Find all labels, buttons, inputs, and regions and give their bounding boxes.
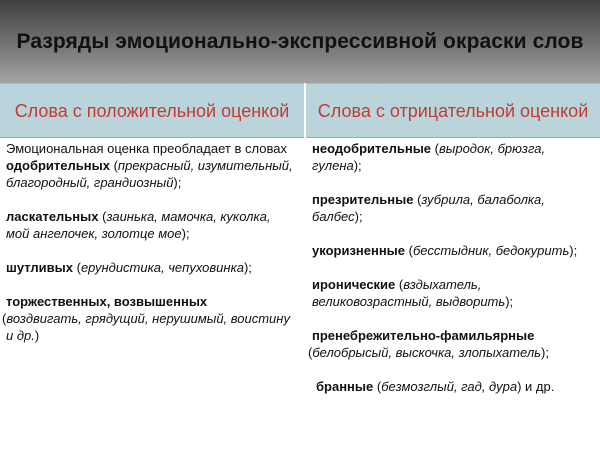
positive-examples: прекрасный, изумительный, благородный, грандиозный <box>6 158 293 190</box>
negative-group <box>308 327 596 361</box>
negative-term: неодобрительные <box>312 141 432 156</box>
negative-term: презрительные <box>312 192 414 207</box>
negative-term: укоризненные <box>312 243 406 258</box>
negative-group <box>312 191 596 225</box>
paren-open: ( <box>373 379 382 394</box>
header-positive: Слова с положительной оценкой <box>14 101 290 121</box>
negative-examples: белобрысый, выскочка, злопыхатель <box>312 345 542 360</box>
negative-term: иронические <box>312 277 396 292</box>
paren-close: ); <box>354 209 363 224</box>
paren-open: ( <box>98 209 107 224</box>
positive-cell <box>2 140 296 361</box>
paren-close: ); <box>505 294 514 309</box>
paren-open: ( <box>73 260 81 275</box>
paren-open: ( <box>413 192 422 207</box>
paren-open: ( <box>308 345 313 360</box>
paren-close: ) и др. <box>517 379 555 394</box>
paren-open: ( <box>405 243 413 258</box>
negative-term: пренебрежительно-фамильярные <box>312 328 535 343</box>
negative-examples: зубрила, балаболка, балбес <box>312 192 545 224</box>
positive-term: ласкательных <box>6 209 99 224</box>
paren-close: ); <box>173 175 182 190</box>
paren-close: ); <box>181 226 190 241</box>
negative-examples: вздыхатель, великовозрастный, выдворить <box>312 277 506 309</box>
positive-examples: воздвигать, грядущий, нерушимый, воистину и др. <box>6 311 290 343</box>
negative-group <box>312 276 596 310</box>
paren-close: ); <box>353 158 362 173</box>
table-body-row <box>0 138 600 450</box>
positive-intro-text: Эмоциональная оценка преобладает в словах <box>6 141 287 156</box>
paren-close: ); <box>541 345 549 360</box>
negative-cell <box>308 140 596 395</box>
column-divider <box>304 83 306 450</box>
negative-term: бранные <box>316 379 374 394</box>
positive-examples: ерундистика, чепуховинка <box>80 260 244 275</box>
positive-group <box>6 208 296 242</box>
paren-open: ( <box>395 277 404 292</box>
negative-group <box>312 140 596 174</box>
negative-group <box>312 242 596 259</box>
paren-close: ); <box>243 260 252 275</box>
positive-group <box>6 259 296 276</box>
positive-group <box>2 293 296 344</box>
page-title: Разряды эмоционально-экспрессивной окраски слов <box>16 29 584 53</box>
paren-close: ); <box>569 243 578 258</box>
positive-term: шутливых <box>6 260 73 275</box>
table-header-row <box>0 83 600 138</box>
positive-intro <box>6 140 296 191</box>
positive-term: торжественных, возвышенных <box>6 294 208 309</box>
negative-examples: безмозглый, гад, дура <box>381 379 518 394</box>
positive-examples: заинька, мамочка, куколка, мой ангелочек, золотце мое <box>6 209 271 241</box>
title-bar <box>0 0 600 83</box>
negative-examples: выродок, брюзга, гулена <box>312 141 546 173</box>
negative-examples: бесстыдник, бедокурить <box>412 243 570 258</box>
paren-open: ( <box>109 158 118 173</box>
paren-close: ) <box>34 328 40 343</box>
paren-open: ( <box>2 311 7 326</box>
comparison-table <box>0 83 600 450</box>
header-negative: Слова с отрицательной оценкой <box>317 101 589 121</box>
negative-group <box>312 378 596 395</box>
positive-term: одобрительных <box>6 158 110 173</box>
paren-open: ( <box>431 141 439 156</box>
